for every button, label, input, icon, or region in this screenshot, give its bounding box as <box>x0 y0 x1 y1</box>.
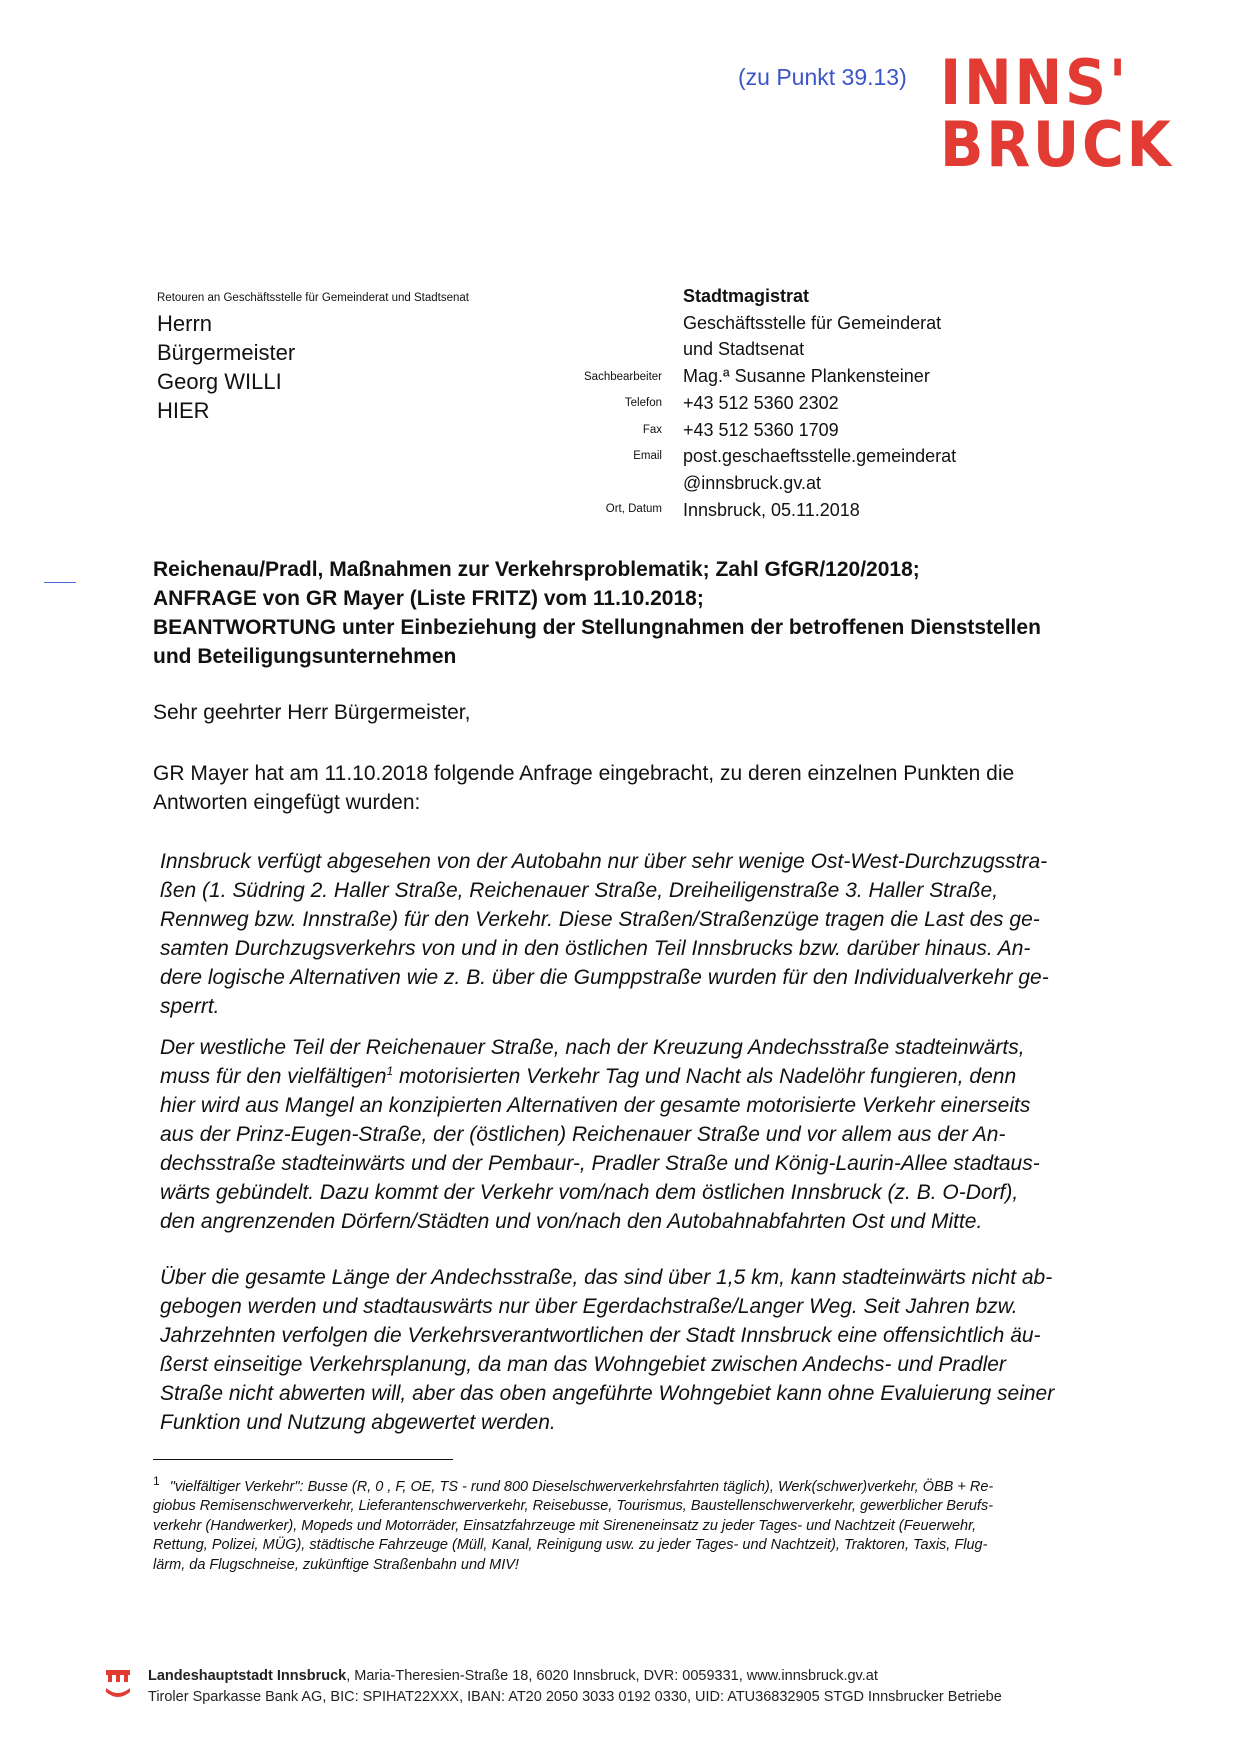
footnote-line: Rettung, Polizei, MÜG), städtische Fahrzeuge (Müll, Kanal, Reinigung usw. zu jeder Tages- und Nachtzeit), Traktoren, Taxis, Flug- <box>153 1537 988 1554</box>
quote-line: Funktion und Nutzung abgewertet werden. <box>160 1411 556 1434</box>
footnote-line: giobus Remisenschwerverkehr, Lieferantenschwerverkehr, Reisebusse, Tourismus, Baustellenschwerverkehr, gewerblicher Berufs- <box>153 1498 994 1515</box>
sender-place-date: Innsbruck, 05.11.2018 <box>683 499 860 520</box>
quote-line: ßen (1. Südring 2. Haller Straße, Reichenauer Straße, Dreiheiligenstraße 3. Haller Straße, <box>160 879 999 902</box>
quote-text: muss für den vielfältigen <box>160 1065 387 1088</box>
city-emblem-icon <box>104 1668 132 1702</box>
sender-clerk: Mag.ª Susanne Plankensteiner <box>683 366 930 387</box>
salutation: Sehr geehrter Herr Bürgermeister, <box>153 701 471 724</box>
footnote <box>153 1472 1143 1575</box>
reference-note: (zu Punkt 39.13) <box>738 64 907 90</box>
intro-line: Antworten eingefügt wurden: <box>153 791 421 814</box>
quote-line: samten Durchzugsverkehrs von und in den östlichen Teil Innsbrucks bzw. darüber hinaus. An- <box>160 937 1031 960</box>
recipient-line: Herrn <box>157 311 213 336</box>
innsbruck-logo <box>940 46 1174 181</box>
subject-block <box>153 555 1143 671</box>
logo-line-1: INNS' <box>940 46 1130 119</box>
return-address: Retouren an Geschäftsstelle für Gemeinderat und Stadtsenat <box>157 292 469 304</box>
intro-line: GR Mayer hat am 11.10.2018 folgende Anfrage eingebracht, zu deren einzelnen Punkten die <box>153 762 1015 785</box>
sender-dept: Geschäftsstelle für Gemeinderat <box>683 312 942 333</box>
quote-line: dechsstraße stadteinwärts und der Pembaur-, Pradler Straße und König-Laurin-Allee stadtaus- <box>160 1152 1040 1175</box>
quote-line: Straße nicht abwerten will, aber das oben angeführte Wohngebiet kann ohne Evaluierung seiner <box>160 1382 1055 1405</box>
sender-org: Stadtmagistrat <box>683 286 810 306</box>
label-place-date: Ort, Datum <box>605 503 662 515</box>
sender-phone: +43 512 5360 2302 <box>683 392 839 413</box>
quote-paragraph-3 <box>160 1263 1140 1437</box>
quote-line: aus der Prinz-Eugen-Straße, der (östlichen) Reichenauer Straße und vor allem aus der An- <box>160 1123 1006 1146</box>
sender-email: @innsbruck.gv.at <box>683 472 821 493</box>
quote-line: den angrenzenden Dörfern/Städten und von/nach den Autobahnabfahrten Ost und Mitte. <box>160 1210 983 1233</box>
quote-line: Jahrzehnten verfolgen die Verkehrsverantwortlichen der Stadt Innsbruck eine offensichtlich äu- <box>160 1324 1041 1347</box>
subject-line: Reichenau/Pradl, Maßnahmen zur Verkehrsproblematik; Zahl GfGR/120/2018; <box>153 558 920 581</box>
logo-line-2: BRUCK <box>940 108 1174 181</box>
quote-line: Innsbruck verfügt abgesehen von der Autobahn nur über sehr wenige Ost-West-Durchzugsstra- <box>160 850 1048 873</box>
footer-line-1 <box>148 1666 1002 1687</box>
footnote-number: 1 <box>153 1474 160 1488</box>
quote-line: Rennweg bzw. Innstraße) für den Verkehr. Diese Straßen/Straßenzüge tragen die Last des ge- <box>160 908 1040 931</box>
footnote-ref[interactable]: 1 <box>386 1064 394 1078</box>
quote-line: dere logische Alternativen wie z. B. über die Gumppstraße wurden für den Individualverkehr ge- <box>160 966 1049 989</box>
recipient-line: Bürgermeister <box>157 340 296 365</box>
footer-line-2: Tiroler Sparkasse Bank AG, BIC: SPIHAT22XXX, IBAN: AT20 2050 3033 0192 0330, UID: ATU36832905 STGD Innsbrucker Betriebe <box>148 1689 1002 1705</box>
footnote-line <box>153 1472 1143 1497</box>
sender-fax: +43 512 5360 1709 <box>683 419 839 440</box>
recipient-address <box>157 309 295 425</box>
quote-line: hier wird aus Mangel an konzipierten Alternativen der gesamte motorisierte Verkehr einerseits <box>160 1094 1031 1117</box>
label-clerk: Sachbearbeiter <box>584 371 662 383</box>
quote-line: wärts gebündelt. Dazu kommt der Verkehr vom/nach dem östlichen Innsbruck (z. B. O-Dorf), <box>160 1181 1019 1204</box>
sender-email: post.geschaeftsstelle.gemeinderat <box>683 446 957 467</box>
margin-mark <box>44 582 76 583</box>
quote-line: gebogen werden und stadtauswärts nur über Egerdachstraße/Langer Weg. Seit Jahren bzw. <box>160 1295 1018 1318</box>
quote-line: Der westliche Teil der Reichenauer Straße, nach der Kreuzung Andechsstraße stadteinwärts, <box>160 1036 1025 1059</box>
sender-dept: und Stadtsenat <box>683 339 805 360</box>
recipient-line: Georg WILLI <box>157 369 282 394</box>
quote-line: sperrt. <box>160 995 220 1018</box>
quote-paragraph-1 <box>160 847 1140 1021</box>
footnote-text: "vielfältiger Verkehr": Busse (R, 0 , F, OE, TS - rund 800 Dieselschwerverkehrsfahrten täglich), Werk(schwer)verkehr, ÖBB + Re- <box>169 1478 994 1495</box>
quote-paragraph-2 <box>160 1033 1140 1236</box>
sender-info <box>683 283 956 523</box>
quote-line: Über die gesamte Länge der Andechsstraße, das sind über 1,5 km, kann stadteinwärts nicht ab- <box>160 1266 1053 1289</box>
footnote-line: verkehr (Handwerker), Mopeds und Motorräder, Einsatzfahrzeuge mit Sireneneinsatz zu jeder Tages- und Nachtzeit (Feuerwehr, <box>153 1517 977 1534</box>
quote-text: motorisierten Verkehr Tag und Nacht als Nadelöhr fungieren, denn <box>393 1065 1017 1088</box>
label-email: Email <box>633 450 662 462</box>
subject-line: und Beteiligungsunternehmen <box>153 645 457 668</box>
quote-line: ßerst einseitige Verkehrsplanung, da man das Wohngebiet zwischen Andechs- und Pradler <box>160 1353 1006 1376</box>
intro-paragraph <box>153 759 1143 817</box>
subject-line: BEANTWORTUNG unter Einbeziehung der Stellungnahmen der betroffenen Dienststellen <box>153 616 1041 639</box>
recipient-line: HIER <box>157 398 210 423</box>
footer-org: Landeshauptstadt Innsbruck <box>148 1668 347 1684</box>
page-footer <box>148 1666 1002 1708</box>
subject-line: ANFRAGE von GR Mayer (Liste FRITZ) vom 11.10.2018; <box>153 587 704 610</box>
quote-line <box>160 1062 1140 1091</box>
label-phone: Telefon <box>624 397 662 409</box>
label-fax: Fax <box>642 424 662 436</box>
footnote-divider <box>153 1459 453 1460</box>
footnote-line: lärm, da Flugschneise, zukünftige Straßenbahn und MIV! <box>153 1556 519 1573</box>
footer-address: , Maria-Theresien-Straße 18, 6020 Innsbruck, DVR: 0059331, www.innsbruck.gv.at <box>346 1668 878 1684</box>
